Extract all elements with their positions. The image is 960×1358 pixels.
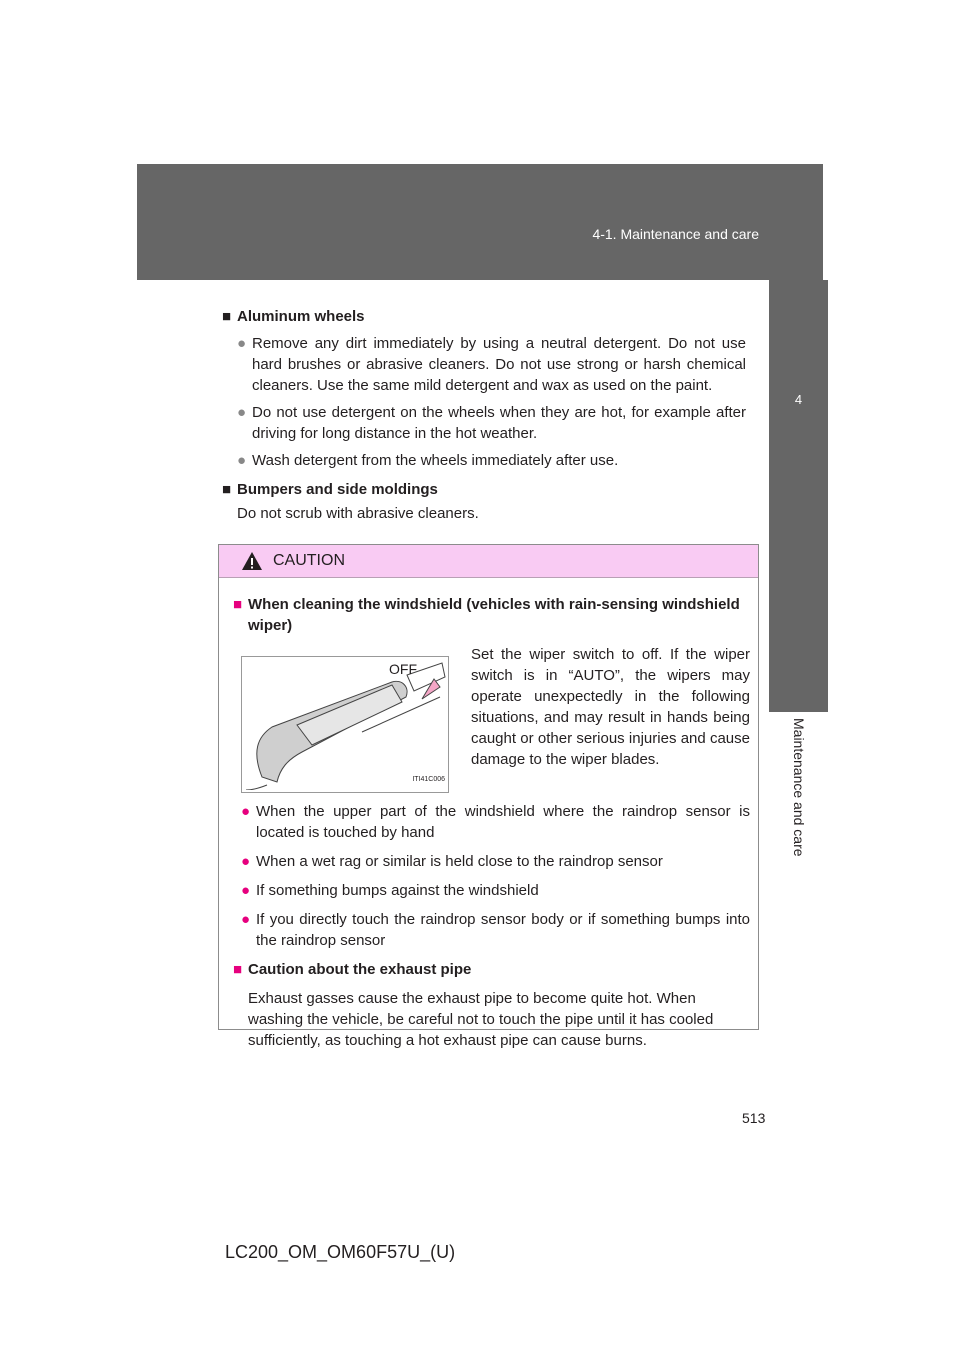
page-number: 513 [742,1110,766,1126]
main-content [222,306,746,524]
caution-body [219,578,758,1051]
list-item: ● If something bumps against the windshield [241,882,539,899]
dot-bullet-icon: ● [241,803,251,820]
caution-title: CAUTION [273,552,345,569]
dot-bullet-icon: ● [237,404,247,421]
bumpers-heading: ■ Bumpers and side moldings [222,481,438,498]
list-item: ● When a wet rag or similar is held close to the raindrop sensor [241,853,663,870]
warning-icon [241,551,263,571]
exhaust-text: Exhaust gasses cause the exhaust pipe to become quite hot. When washing the vehicle, be careful not to touch the pipe until it has cooled sufficiently, as touching a hot exhaust pipe can cause burns. [248,990,714,1049]
figure-code: ITI41C006 [412,776,445,783]
square-bullet-icon: ■ [233,596,243,613]
chapter-number: 4 [794,392,803,407]
dot-bullet-icon: ● [241,853,251,870]
figure-description: Set the wiper switch to off. If the wiper switch is in “AUTO”, the wipers may operate unexpectedly in the following situations, and may result in hands being caught or other serious injuries and cause damage to the wiper blades. [471,646,750,768]
square-bullet-icon: ■ [233,961,243,978]
chapter-tab[interactable] [769,280,828,712]
windshield-heading: ■ When cleaning the windshield (vehicles with rain-sensing windshield wiper) [233,596,740,634]
list-item: ● If you directly touch the raindrop sensor body or if something bumps into the raindrop sensor [241,911,750,949]
section-label: 4-1. Maintenance and care [592,226,759,242]
list-item: ● Do not use detergent on the wheels when they are hot, for example after driving for long distance in the hot weather. [237,404,746,442]
exhaust-heading: ■ Caution about the exhaust pipe [233,961,472,978]
figure-label-off: OFF [389,661,417,677]
square-bullet-icon: ■ [222,308,232,325]
figure-row [241,644,750,793]
wiper-switch-figure [241,656,449,793]
dot-bullet-icon: ● [237,452,247,469]
aluminum-heading: ■ Aluminum wheels [222,308,365,325]
caution-header [219,545,758,578]
chapter-title: Maintenance and care [791,718,807,857]
caution-box [218,544,759,1049]
list-item: ● Remove any dirt immediately by using a neutral detergent. Do not use hard brushes or abrasive cleaners. Do not use strong or harsh chemical cleaners. Use the same mild detergent and wax as used on the paint. [237,335,746,394]
list-item: ● Wash detergent from the wheels immediately after use. [237,452,619,469]
header-band [137,164,823,280]
square-bullet-icon: ■ [222,481,232,498]
list-item: ● When the upper part of the windshield where the raindrop sensor is located is touched by hand [241,803,750,841]
dot-bullet-icon: ● [241,911,251,928]
bumpers-text: Do not scrub with abrasive cleaners. [237,505,479,522]
dot-bullet-icon: ● [237,335,247,352]
document-code: LC200_OM_OM60F57U_(U) [225,1242,456,1262]
dot-bullet-icon: ● [241,882,251,899]
